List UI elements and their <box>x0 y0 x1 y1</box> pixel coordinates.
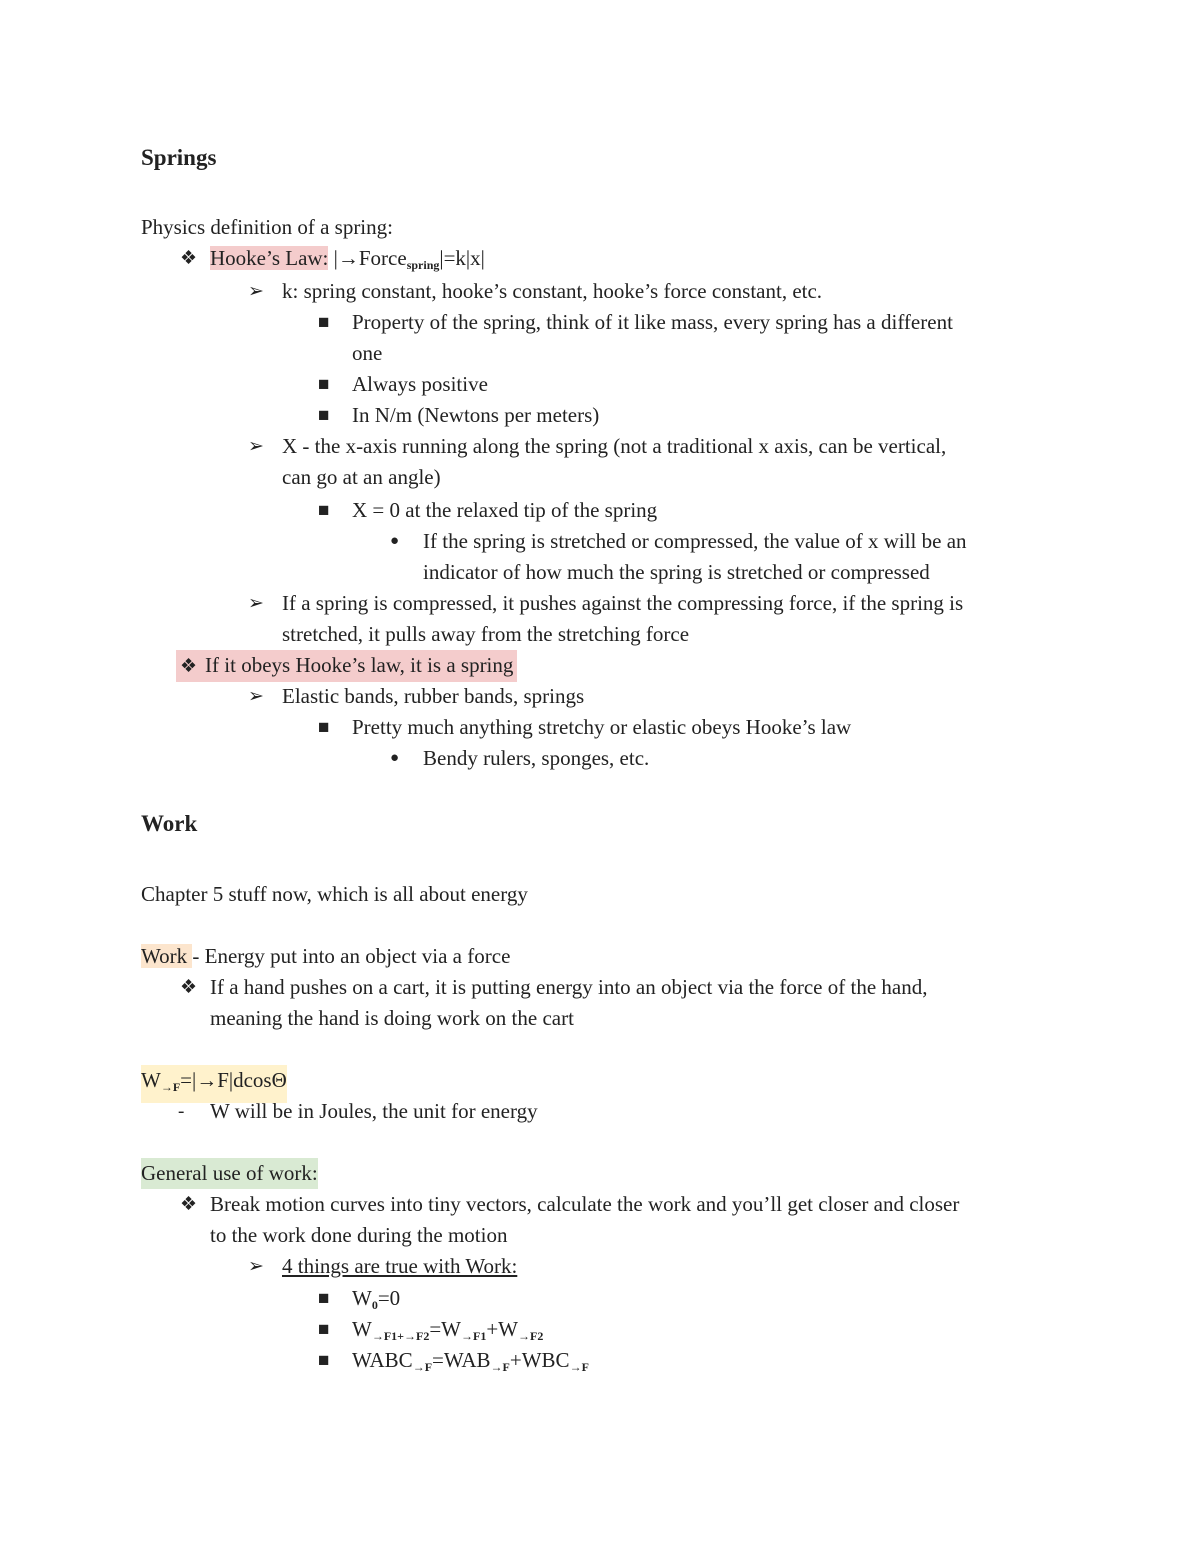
break-line1: Break motion curves into tiny vectors, calculate the work and you’ll get closer and closer <box>210 1192 960 1216</box>
square-bullet-icon: ■ <box>318 374 330 395</box>
square-bullet-icon: ■ <box>318 405 330 426</box>
rule2-sub2: →F1 <box>461 1329 487 1343</box>
bendy-item: Bendy rulers, sponges, etc. <box>423 746 650 770</box>
square-bullet-icon: ■ <box>318 312 330 333</box>
diamond-bullet-icon: ❖ <box>180 1194 198 1215</box>
square-bullet-icon: ■ <box>318 1350 330 1371</box>
arrow-bullet-icon: ➢ <box>248 686 264 707</box>
hooke-formula-post: |=k|x| <box>439 246 485 270</box>
stretchy-item: Pretty much anything stretchy or elastic obeys Hooke’s law <box>352 715 852 739</box>
formula-w: W <box>141 1068 161 1092</box>
arrow-bullet-icon: ➢ <box>248 593 264 614</box>
springs-heading: Springs <box>141 145 217 170</box>
dash-bullet-icon: - <box>178 1101 185 1122</box>
springs-intro: Physics definition of a spring: <box>141 215 393 239</box>
rule2-w: W <box>352 1317 372 1341</box>
obeys-hooke-text: If it obeys Hooke’s law, it is a spring <box>205 653 514 677</box>
rule3-sub2: →F <box>490 1360 510 1374</box>
hooke-formula-pre: |→Force <box>333 246 407 270</box>
work-intro: Chapter 5 stuff now, which is all about energy <box>141 882 528 906</box>
rule-3 <box>352 1345 589 1383</box>
rule2-eq: =W <box>429 1317 461 1341</box>
arrow-bullet-icon: ➢ <box>248 436 264 457</box>
rule3-b: =WAB <box>432 1348 491 1372</box>
four-things-heading: 4 things are true with Work: <box>282 1254 518 1278</box>
obeys-hooke-item <box>176 650 517 682</box>
square-bullet-icon: ■ <box>318 717 330 738</box>
hooke-law-label: Hooke’s Law: <box>210 246 329 270</box>
diamond-bullet-icon: ❖ <box>180 977 198 998</box>
x-item-line1: X - the x-axis running along the spring (not a traditional x axis, can be vertical, <box>282 434 947 458</box>
k-positive: Always positive <box>352 372 488 396</box>
rule2-sub3: →F2 <box>518 1329 544 1343</box>
rule1-sub: 0 <box>371 1298 378 1312</box>
dot-bullet-icon: ● <box>390 533 400 549</box>
compress-line2: stretched, it pulls away from the stretching force <box>282 622 690 646</box>
square-bullet-icon: ■ <box>318 1288 330 1309</box>
formula-sub: →F <box>160 1080 181 1094</box>
diamond-bullet-icon: ❖ <box>180 248 198 269</box>
compress-line1: If a spring is compressed, it pushes against the compressing force, if the spring is <box>282 591 964 615</box>
rule3-sub3: →F <box>569 1360 589 1374</box>
dot-bullet-icon: ● <box>390 750 400 766</box>
arrow-bullet-icon: ➢ <box>248 1256 264 1277</box>
x-indicator-line1: If the spring is stretched or compressed, the value of x will be an <box>423 529 967 553</box>
work-definition-text: - Energy put into an object via a force <box>192 944 511 968</box>
work-definition <box>141 941 510 972</box>
square-bullet-icon: ■ <box>318 500 330 521</box>
x-indicator-line2: indicator of how much the spring is stretched or compressed <box>423 560 930 584</box>
rule2-sub: →F1+→F2 <box>371 1329 430 1343</box>
rule3-a: WABC <box>352 1348 413 1372</box>
hooke-formula-sub: spring <box>406 258 440 272</box>
work-heading: Work <box>141 811 198 836</box>
rule3-sub1: →F <box>412 1360 433 1374</box>
rule3-c: +WBC <box>509 1348 570 1372</box>
k-item: k: spring constant, hooke’s constant, hooke’s force constant, etc. <box>282 279 823 303</box>
hand-line2: meaning the hand is doing work on the cart <box>210 1006 574 1030</box>
joules-item: W will be in Joules, the unit for energy <box>210 1099 538 1123</box>
hand-line1: If a hand pushes on a cart, it is putting energy into an object via the force of the hand, <box>210 975 928 999</box>
k-property-line1: Property of the spring, think of it like mass, every spring has a different <box>352 310 953 334</box>
rule1-rest: =0 <box>377 1286 401 1310</box>
elastic-item: Elastic bands, rubber bands, springs <box>282 684 585 708</box>
k-units: In N/m (Newtons per meters) <box>352 403 600 427</box>
square-bullet-icon: ■ <box>318 1319 330 1340</box>
x-item-line2: can go at an angle) <box>282 465 441 489</box>
k-property-line2: one <box>352 341 383 365</box>
diamond-bullet-icon: ❖ <box>180 656 198 677</box>
x-zero: X = 0 at the relaxed tip of the spring <box>352 498 658 522</box>
general-use-label: General use of work: <box>141 1158 318 1189</box>
rule2-plus: +W <box>486 1317 519 1341</box>
break-line2: to the work done during the motion <box>210 1223 508 1247</box>
rule1-w: W <box>352 1286 372 1310</box>
work-term: Work <box>141 944 193 968</box>
arrow-bullet-icon: ➢ <box>248 281 264 302</box>
formula-rest: =|→F|dcosΘ <box>180 1068 287 1092</box>
